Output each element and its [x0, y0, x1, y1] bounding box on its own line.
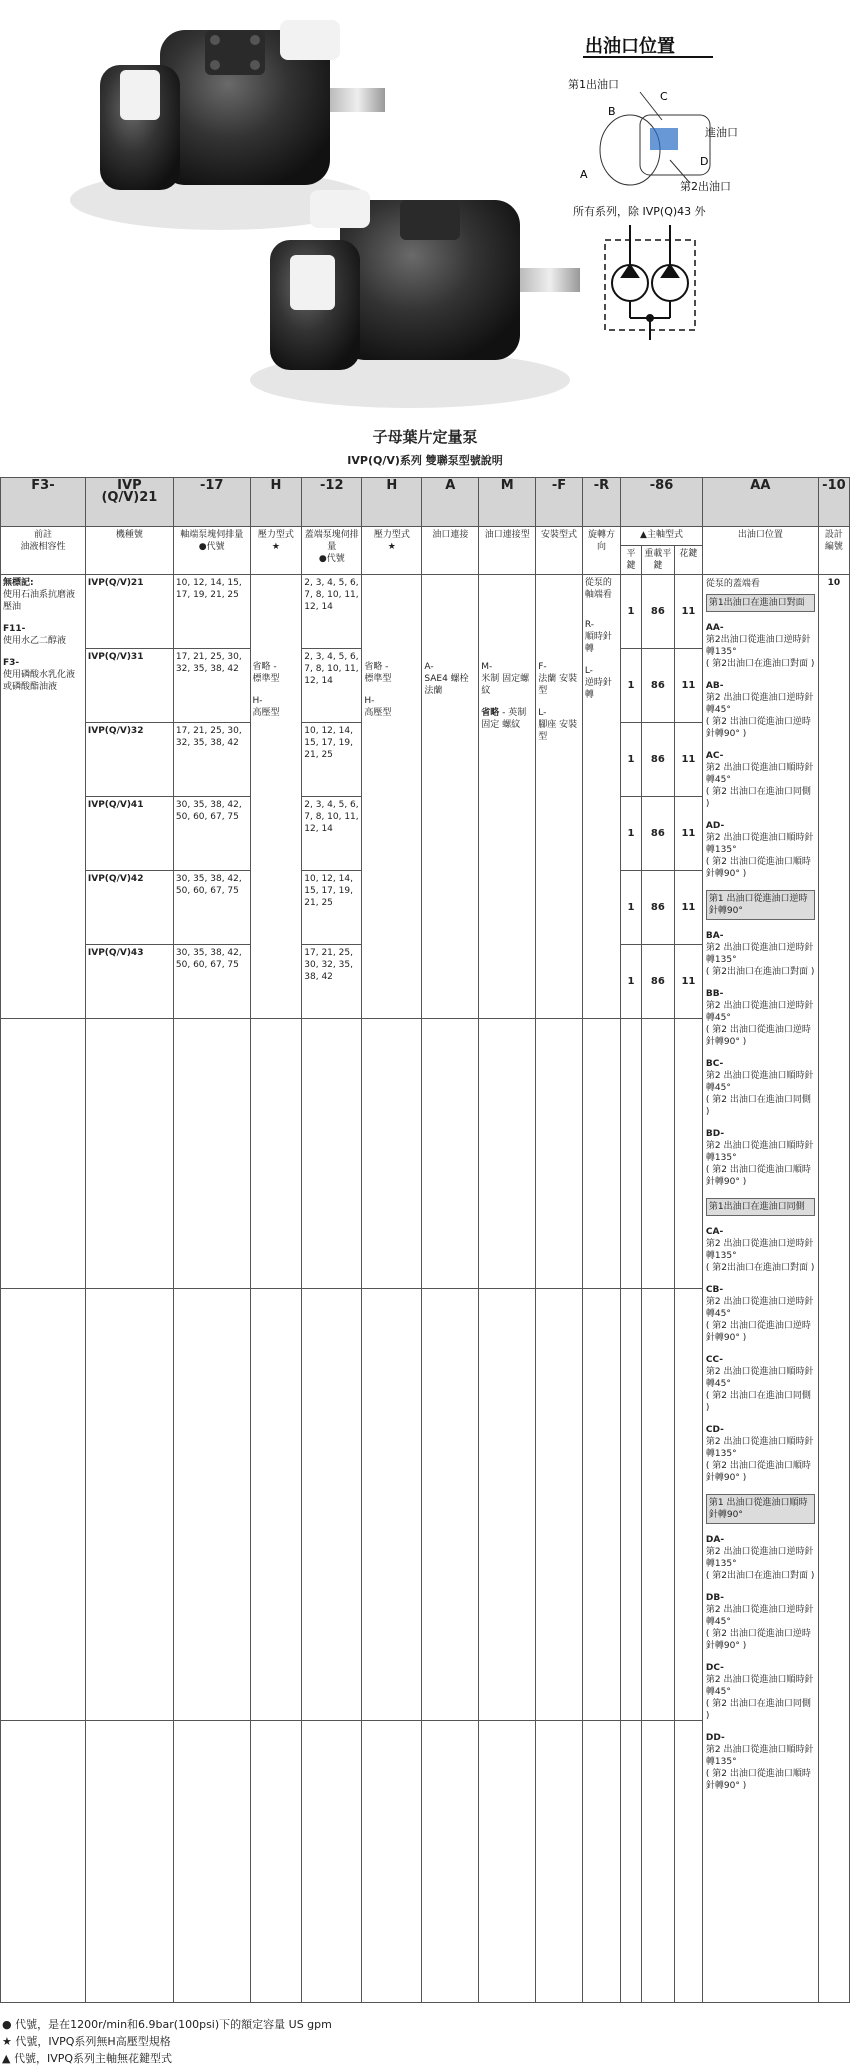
outlet-option: BD- 第2 出油口從進油口順時針轉135° ( 第2 出油口從進油口順時針轉90° ) [705, 1129, 814, 1187]
table-cell: 11 [674, 649, 702, 723]
table-cell [362, 1019, 422, 1289]
model-code-table [0, 477, 850, 2003]
outlet-group-box: 第1 出油口從進油口順時針轉90° [706, 1494, 815, 1524]
footnote: ● 代號，是在1200r/min和6.9bar(100psi)下的額定容量 US gpm [2, 2018, 332, 2031]
pressure1-cell: 省略 - 標準型 H- 高壓型 [250, 575, 302, 1019]
table-cell [1, 1721, 86, 2003]
outlet-position-diagram [568, 35, 738, 340]
table-cell [85, 1019, 173, 1289]
cover-disp-cell: 2, 3, 4, 5, 6, 7, 8, 10, 11, 12, 14 [302, 649, 362, 723]
table-cell [250, 1289, 302, 1721]
model-cell: IVP(Q/V)42 [85, 871, 173, 945]
svg-text:A: A [580, 168, 588, 181]
table-cell [85, 1289, 173, 1721]
table-cell [422, 1289, 479, 1721]
code-cell: M [479, 478, 536, 527]
model-cell: IVP(Q/V)43 [85, 945, 173, 1019]
table-cell: 1 [621, 797, 642, 871]
table-cell [582, 1289, 620, 1721]
header-shaft-disp: 軸端泵塊伺排量 ●代號 [173, 527, 250, 575]
table-cell [173, 1019, 250, 1289]
table-cell [173, 1721, 250, 2003]
outlet-cell: 從泵的蓋端看 第1出油口在進油口對面 AA- 第2出油口從進油口逆時針轉135° ( 第2出油口在進油口對面 ) AB- 第2 出油口從進油口逆時針轉45° ( 第2 出油口從進油口逆時針轉90° ) AC- 第2 出油口從進油口順時針轉45° ( 第2 出油口在進油口同側 ) AD- 第2 出油口從進油口順時針轉135° ( 第2 出油口從進油口順時針轉90° ) 第1 出油口從進油口逆時針轉90° BA- 第2 出油口從進油口逆時針轉135° ( 第2出油口在進油口對面 ) BB- 第2 出油口從進油口逆時針轉45° ( 第2 出油口從進油口逆時針轉90° ) BC- 第2 出油口從進油口順時針轉45° ( 第2 出油口在進油口同側 ) BD- 第2 出油口從進油口順時針轉135° ( 第2 出油口從進油口順時針轉90° ) 第1出油口在進油口同側 CA- 第2 出油口從進油口逆時針轉135° ( 第2出油口在進油口對面 ) CB- 第2 出油口從進油口逆時針轉45° ( 第2 出油口從進油口逆時針轉90° ) CC- 第2 出油口從進油口順時針轉45° ( 第2 出油口在進油口同側 ) CD- 第2 出油口從進油口順時針轉135° ( 第2 出油口從進油口順時針轉90° ) 第1 出油口從進油口順時針轉90° DA- 第2 出油口從進油口逆時針轉135° ( 第2出油口在進油口對面 ) DB- 第2 出油口從進油口逆時針轉45° ( 第2 出油口從進油口逆時針轉90° ) DC- 第2 出油口從進油口順時針轉45° ( 第2 出油口在進油口同側 ) DD- 第2 出油口從進油口順時針轉135° ( 第2 出油口從進油口順時針轉90° ) [702, 575, 818, 2003]
code-cell: -F [536, 478, 583, 527]
code-cell: H [250, 478, 302, 527]
cover-disp-cell: 2, 3, 4, 5, 6, 7, 8, 10, 11, 12, 14 [302, 797, 362, 871]
table-cell: 86 [641, 945, 674, 1019]
outlet-option: CC- 第2 出油口從進油口順時針轉45° ( 第2 出油口在進油口同側 ) [705, 1355, 814, 1413]
code-cell: -R [582, 478, 620, 527]
product-hero [0, 0, 850, 420]
table-cell: 1 [621, 871, 642, 945]
header-spline: 花鍵 [674, 546, 702, 575]
header-fluid: 前註 油液相容性 [1, 527, 86, 575]
shaft-disp-cell: 17, 21, 25, 30, 32, 35, 38, 42 [173, 723, 250, 797]
table-cell: 1 [621, 649, 642, 723]
code-cell: -17 [173, 478, 250, 527]
svg-text:C: C [660, 90, 668, 103]
cover-disp-cell: 10, 12, 14, 15, 17, 19, 21, 25 [302, 871, 362, 945]
table-cell [422, 1019, 479, 1289]
table-cell [479, 1289, 536, 1721]
footnote: ★ 代號，IVPQ系列無H高壓型規格 [2, 2035, 171, 2048]
code-cell: H [362, 478, 422, 527]
table-cell [582, 1721, 620, 2003]
table-cell [362, 1289, 422, 1721]
model-cell: IVP(Q/V)32 [85, 723, 173, 797]
header-model: 機種號 [85, 527, 173, 575]
table-cell [250, 1721, 302, 2003]
header-outlet: 出油口位置 [702, 527, 818, 575]
outlet-option: DB- 第2 出油口從進油口逆時針轉45° ( 第2 出油口從進油口逆時針轉90° ) [705, 1593, 814, 1651]
page-subtitle: IVP(Q/V)系列 雙聯泵型號說明 [347, 454, 503, 467]
table-cell [536, 1289, 583, 1721]
outlet-option: AD- 第2 出油口從進油口順時針轉135° ( 第2 出油口從進油口順時針轉90° ) [705, 821, 814, 879]
svg-text:所有系列，除 IVP(Q)43 外: 所有系列，除 IVP(Q)43 外 [573, 205, 706, 218]
table-cell: 11 [674, 797, 702, 871]
table-cell [641, 1721, 674, 2003]
table-cell [674, 1721, 702, 2003]
design-cell: 10 [818, 575, 849, 2003]
table-cell [173, 1289, 250, 1721]
table-cell: 1 [621, 723, 642, 797]
outlet-option: AC- 第2 出油口從進油口順時針轉45° ( 第2 出油口在進油口同側 ) [705, 751, 814, 809]
cover-disp-cell: 2, 3, 4, 5, 6, 7, 8, 10, 11, 12, 14 [302, 575, 362, 649]
key-cell: 1 [621, 575, 642, 649]
table-cell [362, 1721, 422, 2003]
table-cell [536, 1721, 583, 2003]
svg-text:第1出油口: 第1出油口 [568, 78, 619, 91]
code-row [1, 478, 850, 527]
table-row [1, 575, 850, 649]
table-cell [621, 1289, 642, 1721]
outlet-option: AB- 第2 出油口從進油口逆時針轉45° ( 第2 出油口從進油口逆時針轉90° ) [705, 681, 814, 739]
code-cell: -86 [621, 478, 703, 527]
outlet-option: CD- 第2 出油口從進油口順時針轉135° ( 第2 出油口從進油口順時針轉90° ) [705, 1425, 814, 1483]
table-cell [302, 1289, 362, 1721]
svg-text:B: B [608, 105, 616, 118]
svg-text:D: D [700, 155, 709, 168]
table-cell [85, 1721, 173, 2003]
code-cell: -12 [302, 478, 362, 527]
table-cell: 86 [641, 723, 674, 797]
hydraulic-symbol [605, 225, 695, 340]
svg-text:第2出油口: 第2出油口 [680, 180, 731, 193]
table-cell: 86 [641, 871, 674, 945]
table-cell: 86 [641, 649, 674, 723]
header-port-conn: 油口連接 [422, 527, 479, 575]
table-cell [621, 1019, 642, 1289]
table-cell [582, 1019, 620, 1289]
outlet-option: BB- 第2 出油口從進油口逆時針轉45° ( 第2 出油口從進油口逆時針轉90° ) [705, 989, 814, 1047]
code-cell: F3- [1, 478, 86, 527]
outlet-option: DA- 第2 出油口從進油口逆時針轉135° ( 第2出油口在進油口對面 ) [705, 1535, 815, 1581]
header-shaft-type: ▲主軸型式 [621, 527, 703, 546]
table-cell [641, 1289, 674, 1721]
header-design: 設計編號 [818, 527, 849, 575]
cover-disp-cell: 10, 12, 14, 15, 17, 19, 21, 25 [302, 723, 362, 797]
diagram-heading: 出油口位置 [585, 36, 675, 57]
header-pressure-1: 壓力型式 ★ [250, 527, 302, 575]
page-title: 子母葉片定量泵 [372, 428, 478, 446]
table-cell [479, 1721, 536, 2003]
header-rotation: 旋轉方向 [582, 527, 620, 575]
shaft-disp-cell: 17, 21, 25, 30, 32, 35, 38, 42 [173, 649, 250, 723]
shaft-disp-cell: 30, 35, 38, 42, 50, 60, 67, 75 [173, 797, 250, 871]
shaft-disp-cell: 30, 35, 38, 42, 50, 60, 67, 75 [173, 945, 250, 1019]
header-mount: 安裝型式 [536, 527, 583, 575]
header-heavy-key: 重載平鍵 [641, 546, 674, 575]
model-cell: IVP(Q/V)31 [85, 649, 173, 723]
outlet-option: DD- 第2 出油口從進油口順時針轉135° ( 第2 出油口從進油口順時針轉90° ) [705, 1733, 814, 1791]
outlet-option: BC- 第2 出油口從進油口順時針轉45° ( 第2 出油口在進油口同側 ) [705, 1059, 814, 1117]
outlet-option: CB- 第2 出油口從進油口逆時針轉45° ( 第2 出油口從進油口逆時針轉90° ) [705, 1285, 814, 1343]
table-cell [479, 1019, 536, 1289]
outlet-option: BA- 第2 出油口從進油口逆時針轉135° ( 第2出油口在進油口對面 ) [705, 931, 815, 977]
outlet-group-box: 第1出油口在進油口同側 [706, 1198, 815, 1216]
table-cell [250, 1019, 302, 1289]
svg-text:進油口: 進油口 [705, 126, 738, 139]
pressure2-cell: 省略 - 標準型 H- 高壓型 [362, 575, 422, 1019]
table-cell [674, 1289, 702, 1721]
header-key: 平鍵 [621, 546, 642, 575]
outlet-group-box: 第1出油口在進油口對面 [706, 594, 815, 612]
header-cover-disp: 蓋端泵塊伺排量 ●代號 [302, 527, 362, 575]
pump-outline-sketch [600, 92, 710, 185]
model-cell: IVP(Q/V)41 [85, 797, 173, 871]
outlet-option: DC- 第2 出油口從進油口順時針轉45° ( 第2 出油口在進油口同側 ) [705, 1663, 814, 1721]
table-cell: 11 [674, 871, 702, 945]
table-cell: 86 [641, 797, 674, 871]
code-cell: AA [702, 478, 818, 527]
port-conn-cell: A- SAE4 螺栓法蘭 [422, 575, 479, 1019]
table-cell [302, 1019, 362, 1289]
table-cell: 11 [674, 723, 702, 797]
cover-disp-cell: 17, 21, 25, 30, 32, 35, 38, 42 [302, 945, 362, 1019]
table-cell [536, 1019, 583, 1289]
shaft-disp-cell: 30, 35, 38, 42, 50, 60, 67, 75 [173, 871, 250, 945]
outlet-group-box: 第1 出油口從進油口逆時針轉90° [706, 890, 815, 920]
table-cell [641, 1019, 674, 1289]
table-cell [1, 1019, 86, 1289]
spline-cell: 11 [674, 575, 702, 649]
mount-cell: F- 法蘭 安裝型 L- 腳座 安裝型 [536, 575, 583, 1019]
conn-type-cell: M- 米制 固定螺紋 省略 - 英制固定 螺紋 [479, 575, 536, 1019]
fluid-cell: 無標記: 使用石油系抗磨液壓油 F11- 使用水乙二醇液 F3- 使用磷酸水乳化液或磷酸酯油液 [1, 575, 86, 1019]
outlet-option: AA- 第2出油口從進油口逆時針轉135° ( 第2出油口在進油口對面 ) [705, 623, 815, 669]
table-cell: 1 [621, 945, 642, 1019]
rotation-cell: 從泵的軸端看 R- 順時針轉 L- 逆時針轉 [582, 575, 620, 1019]
code-cell: -10 [818, 478, 849, 527]
table-cell [422, 1721, 479, 2003]
header-pressure-2: 壓力型式 ★ [362, 527, 422, 575]
outlet-option: CA- 第2 出油口從進油口逆時針轉135° ( 第2出油口在進油口對面 ) [705, 1227, 815, 1273]
header-row [1, 527, 850, 546]
footnote: ▲ 代號，IVPQ系列主軸無花鍵型式 [2, 2052, 173, 2065]
code-cell: IVP (Q/V)21 [85, 478, 173, 527]
model-cell: IVP(Q/V)21 [85, 575, 173, 649]
code-cell: A [422, 478, 479, 527]
table-cell [674, 1019, 702, 1289]
table-cell [621, 1721, 642, 2003]
table-cell [302, 1721, 362, 2003]
heavy-key-cell: 86 [641, 575, 674, 649]
header-conn-type: 油口連接型 [479, 527, 536, 575]
table-cell [1, 1289, 86, 1721]
table-cell: 11 [674, 945, 702, 1019]
shaft-disp-cell: 10, 12, 14, 15, 17, 19, 21, 25 [173, 575, 250, 649]
